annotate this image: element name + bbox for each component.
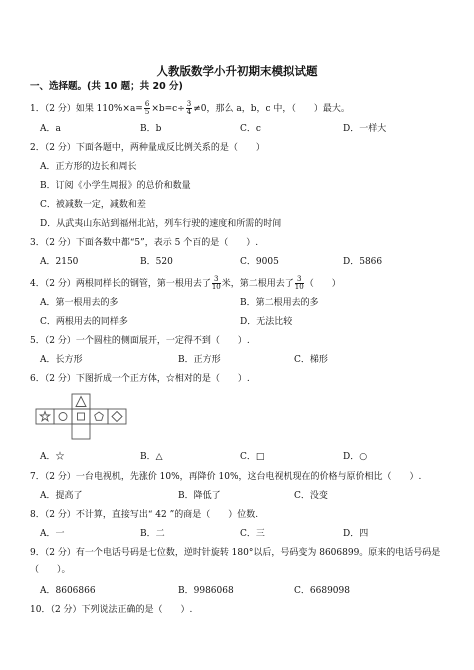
question-8-option-b[interactable]: B．二	[140, 529, 165, 539]
fraction: $\frac{3}{10}$	[294, 275, 304, 291]
square-icon	[78, 413, 85, 420]
question-8-option-c[interactable]: C．三	[240, 529, 265, 539]
question-3-option-a[interactable]: A．2150	[40, 257, 79, 267]
question-1-option-c[interactable]: C．c	[240, 124, 261, 134]
triangle-icon	[76, 397, 86, 407]
net-face-bottom	[72, 424, 90, 439]
question-4-option-c[interactable]: C．两根用去的同样多	[40, 317, 128, 327]
question-9-option-b[interactable]: B．9986068	[178, 586, 234, 596]
question-6-option-b[interactable]: B．△	[140, 452, 163, 462]
question-6-option-d[interactable]: D．○	[343, 452, 368, 462]
net-face-3	[72, 409, 90, 424]
question-8-option-a[interactable]: A．一	[40, 529, 65, 539]
question-7-option-b[interactable]: B．降低了	[178, 491, 221, 501]
question-4-option-b[interactable]: B．第二根用去的多	[240, 298, 319, 308]
cube-net-figure	[30, 393, 134, 441]
question-9-option-a[interactable]: A．8606866	[40, 586, 96, 596]
question-2-option-c[interactable]: C．被减数一定，减数和差	[40, 200, 146, 210]
question-1-option-a[interactable]: A．a	[40, 124, 61, 134]
pentagon-icon	[95, 412, 104, 420]
section-heading: 一、选择题。(共 10 题；共 20 分)	[30, 81, 183, 92]
question-7-stem: 7．（2 分）一台电视机，先涨价 10%，再降价 10%，这台电视机现在的价格与原价相比（ ）.	[30, 472, 422, 482]
question-2-stem: 2．（2 分）下面各题中，两种量成反比例关系的是（ ）	[30, 143, 265, 153]
question-2-option-d[interactable]: D．从武夷山东站到福州北站，列车行驶的速度和所需的时间	[40, 219, 282, 229]
star-icon	[40, 412, 50, 421]
diamond-icon	[112, 412, 122, 422]
question-6-option-a[interactable]: A．☆	[40, 452, 65, 462]
question-4-stem: 4．（2 分）两根同样长的钢管，第一根用去了 $\frac{3}{10}$ 米，第二根用去了 $\frac{3}{10}$ （ ）	[30, 275, 341, 291]
question-1-option-b[interactable]: B．b	[140, 124, 162, 134]
fraction: $\frac{3}{10}$	[211, 275, 221, 291]
question-6-stem: 6．（2 分）下图折成一个正方体，☆相对的是（ ）.	[30, 374, 250, 384]
question-9-stem: 9．（2 分）有一个电话号码是七位数，逆时针旋转 180°以后，号码变为 8606899。原来的电话号码是	[30, 548, 441, 558]
fraction: $\frac{3}{4}$	[186, 100, 192, 116]
net-face-4	[90, 409, 108, 424]
question-2-option-a[interactable]: A．正方形的边长和周长	[40, 162, 137, 172]
question-7-option-c[interactable]: C．没变	[294, 491, 328, 501]
circle-icon	[59, 413, 67, 421]
question-8-stem: 8．（2 分）不计算，直接写出“ 42 ”的商是（ ）位数.	[30, 510, 259, 520]
fraction: $\frac{6}{5}$	[144, 100, 150, 116]
question-5-option-a[interactable]: A．长方形	[40, 355, 83, 365]
question-6-option-c[interactable]: C．□	[240, 452, 265, 462]
page-title: 人教版数学小升初期末模拟试题	[156, 64, 318, 78]
net-face-2	[54, 409, 72, 424]
question-4-option-a[interactable]: A．第一根用去的多	[40, 298, 119, 308]
question-8-option-d[interactable]: D．四	[343, 529, 369, 539]
question-3-option-c[interactable]: C．9005	[240, 257, 279, 267]
question-4-option-d[interactable]: D．无法比较	[240, 317, 293, 327]
question-1-stem: 1．（2 分）如果 110%×a= $\frac{6}{5}$ ×b=c÷ $\frac{3}{4}$ ≠0，那么 a，b，c 中，（ ）最大。	[30, 100, 350, 116]
question-9-stem-continued: （ ）。	[30, 565, 71, 575]
question-5-stem: 5．（2 分）一个圆柱的侧面展开，一定得不到（ ）.	[30, 336, 250, 346]
question-3-option-d[interactable]: D．5866	[343, 257, 383, 267]
question-3-stem: 3．（2 分）下面各数中都“5”，表示 5 个百的是（ ）.	[30, 238, 259, 248]
question-5-option-c[interactable]: C．梯形	[294, 355, 328, 365]
question-1-option-d[interactable]: D．一样大	[343, 124, 387, 134]
question-7-option-a[interactable]: A．提高了	[40, 491, 83, 501]
question-3-option-b[interactable]: B．520	[140, 257, 173, 267]
question-10-stem: 10．（2 分）下列说法正确的是（ ）.	[30, 605, 193, 615]
question-5-option-b[interactable]: B．正方形	[178, 355, 221, 365]
question-2-option-b[interactable]: B．订阅《小学生周报》的总价和数量	[40, 181, 191, 191]
question-9-option-c[interactable]: C．6689098	[294, 586, 350, 596]
